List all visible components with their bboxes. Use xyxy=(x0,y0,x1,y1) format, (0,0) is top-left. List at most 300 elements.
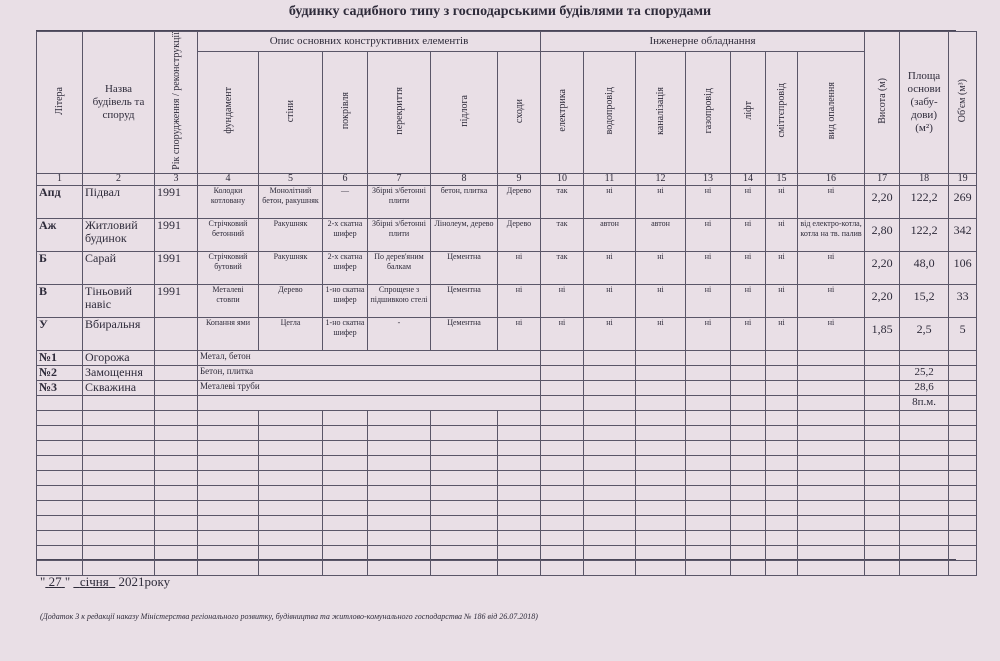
cell-empty xyxy=(259,440,323,455)
table-row xyxy=(37,218,977,251)
cell-empty xyxy=(865,440,900,455)
cell-empty xyxy=(766,485,798,500)
cell-empty xyxy=(900,500,949,515)
cell-perekryttia: - xyxy=(368,317,431,350)
cell-empty xyxy=(155,545,198,560)
cell-empty xyxy=(798,560,865,575)
cell-empty xyxy=(83,410,155,425)
page-title: будинку садибного типу з господарськими будівлями та спорудами xyxy=(288,4,712,19)
cell-empty xyxy=(431,425,498,440)
cell-empty xyxy=(498,515,541,530)
cell-empty xyxy=(498,410,541,425)
cell-empty xyxy=(541,395,584,410)
cell-empty xyxy=(798,440,865,455)
cell-pokrivlia: 2-х скатна шифер xyxy=(323,251,368,284)
cell-empty xyxy=(37,485,83,500)
col-header-stiny: стіни xyxy=(259,51,323,173)
col-header-fundament: фундамент xyxy=(198,51,259,173)
col-header-kanalizatsiia: каналізація xyxy=(636,51,686,173)
cell-empty xyxy=(541,560,584,575)
cell-empty xyxy=(865,545,900,560)
cell-nazva: Підвал xyxy=(83,185,155,218)
cell-empty xyxy=(323,530,368,545)
cell-vodoprovid: автон xyxy=(584,218,636,251)
blank-row xyxy=(37,410,977,425)
cell-empty xyxy=(900,440,949,455)
cell-vodoprovid: ні xyxy=(584,185,636,218)
col-header-rik: Рік спорудження / реконструкції xyxy=(155,32,198,174)
cell-empty xyxy=(731,545,766,560)
blank-row xyxy=(37,530,977,545)
cell-structure-opys: Метал, бетон xyxy=(198,350,541,365)
cell-empty xyxy=(766,395,798,410)
cell-empty xyxy=(541,545,584,560)
cell-empty xyxy=(198,545,259,560)
cell-obiem: 5 xyxy=(949,317,977,350)
cell-empty xyxy=(636,410,686,425)
cell-fundament: Колодки котловану xyxy=(198,185,259,218)
blank-row xyxy=(37,470,977,485)
cell-empty xyxy=(155,500,198,515)
cell-empty xyxy=(731,560,766,575)
cell-pokrivlia: — xyxy=(323,185,368,218)
cell-structure-nazva: Скважина xyxy=(83,380,155,395)
cell-empty xyxy=(155,530,198,545)
cell-empty xyxy=(259,530,323,545)
cell-empty xyxy=(865,380,900,395)
cell-empty xyxy=(900,560,949,575)
cell-hazoprovid: ні xyxy=(686,317,731,350)
cell-empty xyxy=(900,410,949,425)
cell-plosha: 15,2 xyxy=(900,284,949,317)
structure-row xyxy=(37,365,977,380)
cell-structure-nazva: Замощення xyxy=(83,365,155,380)
cell-stiny: Ракушняк xyxy=(259,251,323,284)
col-header-opalennia: вид опалення xyxy=(798,51,865,173)
cell-empty xyxy=(198,425,259,440)
cell-empty xyxy=(636,440,686,455)
cell-empty xyxy=(83,485,155,500)
cell-empty xyxy=(584,380,636,395)
cell-empty xyxy=(368,500,431,515)
cell-empty xyxy=(541,380,584,395)
cell-empty xyxy=(900,515,949,530)
table-row xyxy=(37,317,977,350)
cell-empty xyxy=(541,455,584,470)
cell-pokrivlia: 2-х скатна шифер xyxy=(323,218,368,251)
cell-fundament: Стрічковий бутовий xyxy=(198,251,259,284)
column-number: 16 xyxy=(798,173,865,185)
cell-empty xyxy=(798,380,865,395)
cell-empty xyxy=(37,530,83,545)
cell-empty xyxy=(198,410,259,425)
cell-empty xyxy=(949,530,977,545)
cell-empty xyxy=(584,440,636,455)
cell-empty xyxy=(37,470,83,485)
blank-row xyxy=(37,500,977,515)
cell-empty xyxy=(155,455,198,470)
cell-lift: ні xyxy=(731,284,766,317)
col-header-pokrivlia: покрівля xyxy=(323,51,368,173)
cell-empty xyxy=(949,395,977,410)
cell-empty xyxy=(259,515,323,530)
cell-empty xyxy=(431,530,498,545)
cell-fundament: Металеві стовпи xyxy=(198,284,259,317)
date-month: січня xyxy=(79,574,109,589)
group-header-inzh: Інженерне обладнання xyxy=(541,32,865,52)
cell-empty xyxy=(584,365,636,380)
cell-structure-plosha: 8п.м. xyxy=(900,395,949,410)
cell-empty xyxy=(731,530,766,545)
col-header-elektryka: електрика xyxy=(541,51,584,173)
cell-empty xyxy=(636,530,686,545)
cell-stiny: Ракушняк xyxy=(259,218,323,251)
cell-empty xyxy=(686,410,731,425)
cell-structure-nazva xyxy=(83,395,155,410)
inventory-table xyxy=(36,31,977,576)
cell-kanalizatsiia: ні xyxy=(636,251,686,284)
cell-empty xyxy=(636,485,686,500)
cell-vysota: 2,20 xyxy=(865,185,900,218)
cell-vysota: 2,20 xyxy=(865,251,900,284)
date-year: 2021року xyxy=(118,574,171,589)
cell-empty xyxy=(900,545,949,560)
cell-empty xyxy=(368,545,431,560)
cell-skhody: ні xyxy=(498,317,541,350)
cell-empty xyxy=(949,425,977,440)
cell-empty xyxy=(798,470,865,485)
cell-empty xyxy=(798,425,865,440)
cell-rik xyxy=(155,317,198,350)
cell-opalennia: ні xyxy=(798,251,865,284)
cell-empty xyxy=(323,500,368,515)
cell-empty xyxy=(368,440,431,455)
cell-empty xyxy=(731,485,766,500)
cell-empty xyxy=(584,485,636,500)
cell-empty xyxy=(798,455,865,470)
cell-empty xyxy=(431,470,498,485)
cell-empty xyxy=(431,485,498,500)
cell-empty xyxy=(498,530,541,545)
cell-pokrivlia: 1-но скатна шифер xyxy=(323,284,368,317)
cell-empty xyxy=(798,365,865,380)
col-header-nazva: Назва будівель та споруд xyxy=(83,32,155,174)
blank-row xyxy=(37,425,977,440)
cell-empty xyxy=(155,350,198,365)
blank-row xyxy=(37,485,977,500)
cell-nazva: Тіньовий навіс xyxy=(83,284,155,317)
cell-litera: Апд xyxy=(37,185,83,218)
column-number: 17 xyxy=(865,173,900,185)
cell-opalennia: ні xyxy=(798,284,865,317)
cell-empty xyxy=(636,515,686,530)
cell-empty xyxy=(766,425,798,440)
column-number: 10 xyxy=(541,173,584,185)
cell-plosha: 122,2 xyxy=(900,185,949,218)
cell-empty xyxy=(431,440,498,455)
cell-empty xyxy=(37,515,83,530)
cell-empty xyxy=(498,560,541,575)
cell-empty xyxy=(731,470,766,485)
cell-empty xyxy=(949,455,977,470)
cell-perekryttia: Спрощене з підшивкою стелі xyxy=(368,284,431,317)
cell-structure-num: №3 xyxy=(37,380,83,395)
blank-row xyxy=(37,560,977,575)
blank-row xyxy=(37,545,977,560)
cell-empty xyxy=(686,365,731,380)
col-header-plosha: Площа основи (забу- дови) (м²) xyxy=(900,32,949,174)
cell-empty xyxy=(731,395,766,410)
cell-empty xyxy=(83,470,155,485)
cell-empty xyxy=(259,545,323,560)
cell-empty xyxy=(731,440,766,455)
cell-empty xyxy=(865,455,900,470)
col-header-perekryttia: перекриття xyxy=(368,51,431,173)
cell-empty xyxy=(949,500,977,515)
cell-empty xyxy=(636,500,686,515)
blank-row xyxy=(37,515,977,530)
cell-empty xyxy=(798,545,865,560)
blank-row xyxy=(37,455,977,470)
cell-empty xyxy=(798,395,865,410)
cell-empty xyxy=(259,500,323,515)
cell-empty xyxy=(865,470,900,485)
cell-empty xyxy=(198,485,259,500)
column-number: 5 xyxy=(259,173,323,185)
cell-kanalizatsiia: ні xyxy=(636,284,686,317)
cell-smittieprovid: ні xyxy=(766,218,798,251)
cell-empty xyxy=(766,530,798,545)
cell-stiny: Монолітний бетон, ракушняк xyxy=(259,185,323,218)
cell-rik: 1991 xyxy=(155,251,198,284)
cell-empty xyxy=(686,455,731,470)
cell-empty xyxy=(949,485,977,500)
cell-empty xyxy=(949,545,977,560)
cell-empty xyxy=(541,500,584,515)
inventory-sheet xyxy=(36,30,972,560)
cell-smittieprovid: ні xyxy=(766,317,798,350)
cell-empty xyxy=(541,350,584,365)
structure-row xyxy=(37,350,977,365)
cell-empty xyxy=(584,395,636,410)
cell-empty xyxy=(368,470,431,485)
cell-elektryka: так xyxy=(541,218,584,251)
col-header-smittieprovid: сміттєпровід xyxy=(766,51,798,173)
cell-empty xyxy=(83,545,155,560)
cell-skhody: ні xyxy=(498,284,541,317)
cell-empty xyxy=(498,470,541,485)
cell-empty xyxy=(541,440,584,455)
cell-elektryka: так xyxy=(541,185,584,218)
column-number: 19 xyxy=(949,173,977,185)
cell-empty xyxy=(636,350,686,365)
cell-structure-num: №1 xyxy=(37,350,83,365)
cell-empty xyxy=(155,365,198,380)
cell-plosha: 2,5 xyxy=(900,317,949,350)
cell-rik: 1991 xyxy=(155,284,198,317)
cell-empty xyxy=(865,485,900,500)
cell-empty xyxy=(798,515,865,530)
cell-smittieprovid: ні xyxy=(766,251,798,284)
cell-pidloha: Цементна xyxy=(431,317,498,350)
cell-empty xyxy=(949,515,977,530)
column-number: 9 xyxy=(498,173,541,185)
cell-opalennia: ні xyxy=(798,185,865,218)
cell-empty xyxy=(541,425,584,440)
cell-empty xyxy=(431,545,498,560)
cell-vysota: 2,20 xyxy=(865,284,900,317)
cell-obiem: 342 xyxy=(949,218,977,251)
cell-vodoprovid: ні xyxy=(584,317,636,350)
table-body xyxy=(37,185,977,575)
cell-fundament: Копання ями xyxy=(198,317,259,350)
cell-nazva: Сарай xyxy=(83,251,155,284)
cell-empty xyxy=(865,350,900,365)
cell-empty xyxy=(798,350,865,365)
cell-empty xyxy=(155,440,198,455)
cell-empty xyxy=(584,500,636,515)
cell-empty xyxy=(37,500,83,515)
cell-empty xyxy=(686,395,731,410)
cell-kanalizatsiia: ні xyxy=(636,185,686,218)
cell-empty xyxy=(686,350,731,365)
cell-stiny: Дерево xyxy=(259,284,323,317)
cell-empty xyxy=(83,515,155,530)
date-day: 27 xyxy=(48,574,62,589)
date-line xyxy=(40,574,170,590)
cell-empty xyxy=(368,410,431,425)
date-quote-open: " xyxy=(40,574,46,589)
cell-stiny: Цегла xyxy=(259,317,323,350)
column-number: 11 xyxy=(584,173,636,185)
cell-empty xyxy=(636,560,686,575)
cell-empty xyxy=(900,470,949,485)
cell-vodoprovid: ні xyxy=(584,284,636,317)
cell-empty xyxy=(155,425,198,440)
cell-empty xyxy=(323,515,368,530)
cell-empty xyxy=(865,395,900,410)
cell-empty xyxy=(766,515,798,530)
cell-empty xyxy=(949,350,977,365)
cell-empty xyxy=(368,485,431,500)
cell-empty xyxy=(584,455,636,470)
cell-structure-opys xyxy=(198,395,541,410)
cell-empty xyxy=(731,410,766,425)
cell-hazoprovid: ні xyxy=(686,185,731,218)
column-number: 18 xyxy=(900,173,949,185)
cell-empty xyxy=(949,365,977,380)
cell-empty xyxy=(865,560,900,575)
group-header-opys: Опис основних конструктивних елементів xyxy=(198,32,541,52)
cell-empty xyxy=(155,515,198,530)
column-number: 7 xyxy=(368,173,431,185)
cell-empty xyxy=(686,485,731,500)
cell-empty xyxy=(368,560,431,575)
cell-empty xyxy=(686,545,731,560)
cell-empty xyxy=(368,425,431,440)
cell-empty xyxy=(541,410,584,425)
col-header-obiem: Об'єм (м³) xyxy=(949,32,977,174)
cell-empty xyxy=(541,530,584,545)
cell-empty xyxy=(259,470,323,485)
cell-empty xyxy=(949,440,977,455)
cell-rik: 1991 xyxy=(155,218,198,251)
cell-structure-plosha: 25,2 xyxy=(900,365,949,380)
cell-nazva: Вбиральня xyxy=(83,317,155,350)
cell-empty xyxy=(766,500,798,515)
cell-pokrivlia: 1-но скатна шифер xyxy=(323,317,368,350)
column-number: 15 xyxy=(766,173,798,185)
cell-perekryttia: Збірні з/бетонні плити xyxy=(368,218,431,251)
cell-empty xyxy=(686,560,731,575)
cell-empty xyxy=(198,455,259,470)
cell-empty xyxy=(259,410,323,425)
cell-empty xyxy=(584,530,636,545)
cell-empty xyxy=(766,470,798,485)
cell-empty xyxy=(584,470,636,485)
structure-row xyxy=(37,395,977,410)
cell-empty xyxy=(155,485,198,500)
cell-empty xyxy=(584,350,636,365)
cell-empty xyxy=(766,380,798,395)
cell-empty xyxy=(766,365,798,380)
cell-structure-opys: Металеві труби xyxy=(198,380,541,395)
cell-empty xyxy=(368,530,431,545)
blank-row xyxy=(37,440,977,455)
cell-empty xyxy=(766,545,798,560)
cell-nazva: Житловий будинок xyxy=(83,218,155,251)
cell-empty xyxy=(198,530,259,545)
cell-fundament: Стрічковий бетонний xyxy=(198,218,259,251)
cell-empty xyxy=(731,515,766,530)
cell-empty xyxy=(900,530,949,545)
cell-empty xyxy=(636,365,686,380)
cell-empty xyxy=(155,395,198,410)
cell-vodoprovid: ні xyxy=(584,251,636,284)
cell-empty xyxy=(686,500,731,515)
cell-empty xyxy=(766,410,798,425)
cell-empty xyxy=(259,425,323,440)
cell-empty xyxy=(584,545,636,560)
cell-empty xyxy=(498,485,541,500)
cell-obiem: 269 xyxy=(949,185,977,218)
cell-empty xyxy=(37,545,83,560)
cell-obiem: 106 xyxy=(949,251,977,284)
cell-empty xyxy=(498,500,541,515)
cell-skhody: Дерево xyxy=(498,218,541,251)
cell-empty xyxy=(198,515,259,530)
cell-plosha: 122,2 xyxy=(900,218,949,251)
cell-empty xyxy=(731,365,766,380)
cell-empty xyxy=(198,440,259,455)
cell-vysota: 1,85 xyxy=(865,317,900,350)
cell-empty xyxy=(431,410,498,425)
cell-empty xyxy=(949,410,977,425)
cell-opalennia: ні xyxy=(798,317,865,350)
column-number: 12 xyxy=(636,173,686,185)
date-quote-close: " xyxy=(64,574,71,589)
cell-empty xyxy=(198,560,259,575)
cell-empty xyxy=(766,440,798,455)
col-header-pidloha: підлога xyxy=(431,51,498,173)
cell-empty xyxy=(731,380,766,395)
cell-empty xyxy=(431,455,498,470)
cell-lift: ні xyxy=(731,218,766,251)
cell-empty xyxy=(686,425,731,440)
table-row xyxy=(37,185,977,218)
cell-empty xyxy=(541,470,584,485)
cell-empty xyxy=(686,470,731,485)
